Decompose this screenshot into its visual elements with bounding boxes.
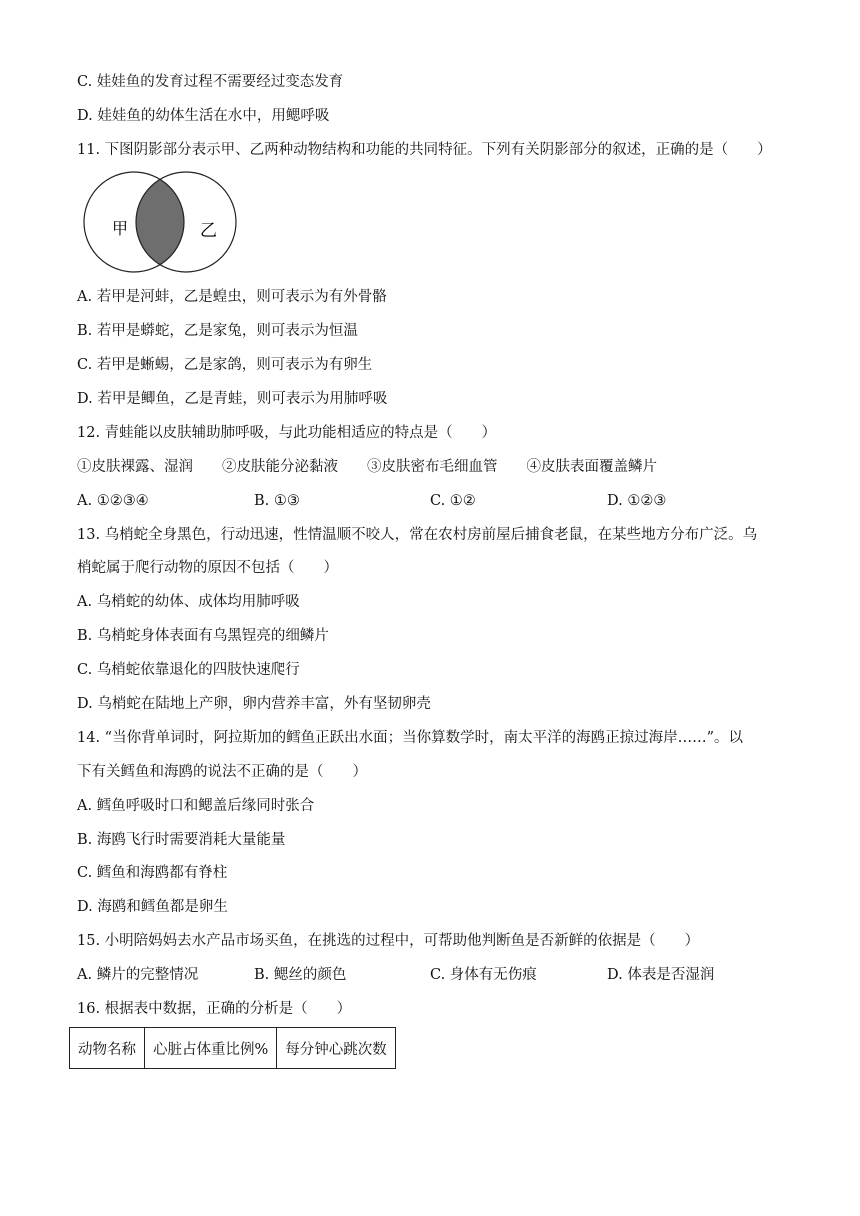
q11-option-c: C. 若甲是蜥蜴，乙是家鸽，则可表示为有卵生 [77,357,373,373]
q15-option-b: B. 鳃丝的颜色 [254,967,347,983]
table-header-cell: 心脏占体重比例% [145,1028,277,1069]
q11-stem: 11. 下图阴影部分表示甲、乙两种动物结构和功能的共同特征。下列有关阴影部分的叙述，正确的是（ ） [77,142,772,158]
q12-option-a: A. ①②③④ [77,493,149,509]
q11-option-d: D. 若甲是鲫鱼，乙是青蛙，则可表示为用肺呼吸 [77,391,388,407]
venn-label-left: 甲 [112,219,129,238]
q12-option-b: B. ①③ [254,493,300,509]
q13-option-c: C. 乌梢蛇依靠退化的四肢快速爬行 [77,662,300,678]
data-table [69,1027,396,1069]
q16-stem: 16. 根据表中数据，正确的分析是（ ） [77,1001,352,1017]
venn-diagram [82,170,242,276]
q11-option-a: A. 若甲是河蚌，乙是蝗虫，则可表示为有外骨骼 [77,289,387,305]
q15-option-d: D. 体表是否湿润 [607,967,715,983]
q15-option-a: A. 鳞片的完整情况 [77,967,199,983]
q12-option-d: D. ①②③ [607,493,667,509]
q14-option-b: B. 海鸥飞行时需要消耗大量能量 [77,832,286,848]
table-header-cell: 每分钟心跳次数 [277,1028,396,1069]
q13-stem-line2: 梢蛇属于爬行动物的原因不包括（ ） [77,560,338,576]
q11-option-b: B. 若甲是蟒蛇，乙是家兔，则可表示为恒温 [77,323,358,339]
q14-option-a: A. 鳕鱼呼吸时口和鳃盖后缘同时张合 [77,798,315,814]
table-header-cell: 动物名称 [70,1028,145,1069]
q14-stem-line2: 下有关鳕鱼和海鸥的说法不正确的是（ ） [77,764,367,780]
q13-option-d: D. 乌梢蛇在陆地上产卵，卵内营养丰富，外有坚韧卵壳 [77,696,431,712]
table-header-row [70,1028,396,1069]
q12-items: ①皮肤裸露、湿润 ②皮肤能分泌黏液 ③皮肤密布毛细血管 ④皮肤表面覆盖鳞片 [77,459,657,475]
q13-option-a: A. 乌梢蛇的幼体、成体均用肺呼吸 [77,594,300,610]
q13-stem-line1: 13. 乌梢蛇全身黑色，行动迅速，性情温顺不咬人，常在农村房前屋后捕食老鼠，在某些地方分布广泛。乌 [77,527,758,543]
q14-option-d: D. 海鸥和鳕鱼都是卵生 [77,899,228,915]
q15-stem: 15. 小明陪妈妈去水产品市场买鱼，在挑选的过程中，可帮助他判断鱼是否新鲜的依据是（ ） [77,933,700,949]
q15-option-c: C. 身体有无伤痕 [430,967,537,983]
q14-option-c: C. 鳕鱼和海鸥都有脊柱 [77,865,228,881]
q10-option-c: C. 娃娃鱼的发育过程不需要经过变态发育 [77,74,344,90]
venn-label-right: 乙 [200,221,217,241]
q12-option-c: C. ①② [430,493,476,509]
q12-stem: 12. 青蛙能以皮肤辅助肺呼吸，与此功能相适应的特点是（ ） [77,425,497,441]
q14-stem-line1: 14. “当你背单词时，阿拉斯加的鳕鱼正跃出水面；当你算数学时，南太平洋的海鸥正掠过海岸……”。以 [77,730,743,746]
q13-option-b: B. 乌梢蛇身体表面有乌黑锃亮的细鳞片 [77,628,329,644]
q10-option-d: D. 娃娃鱼的幼体生活在水中，用鳃呼吸 [77,108,330,124]
